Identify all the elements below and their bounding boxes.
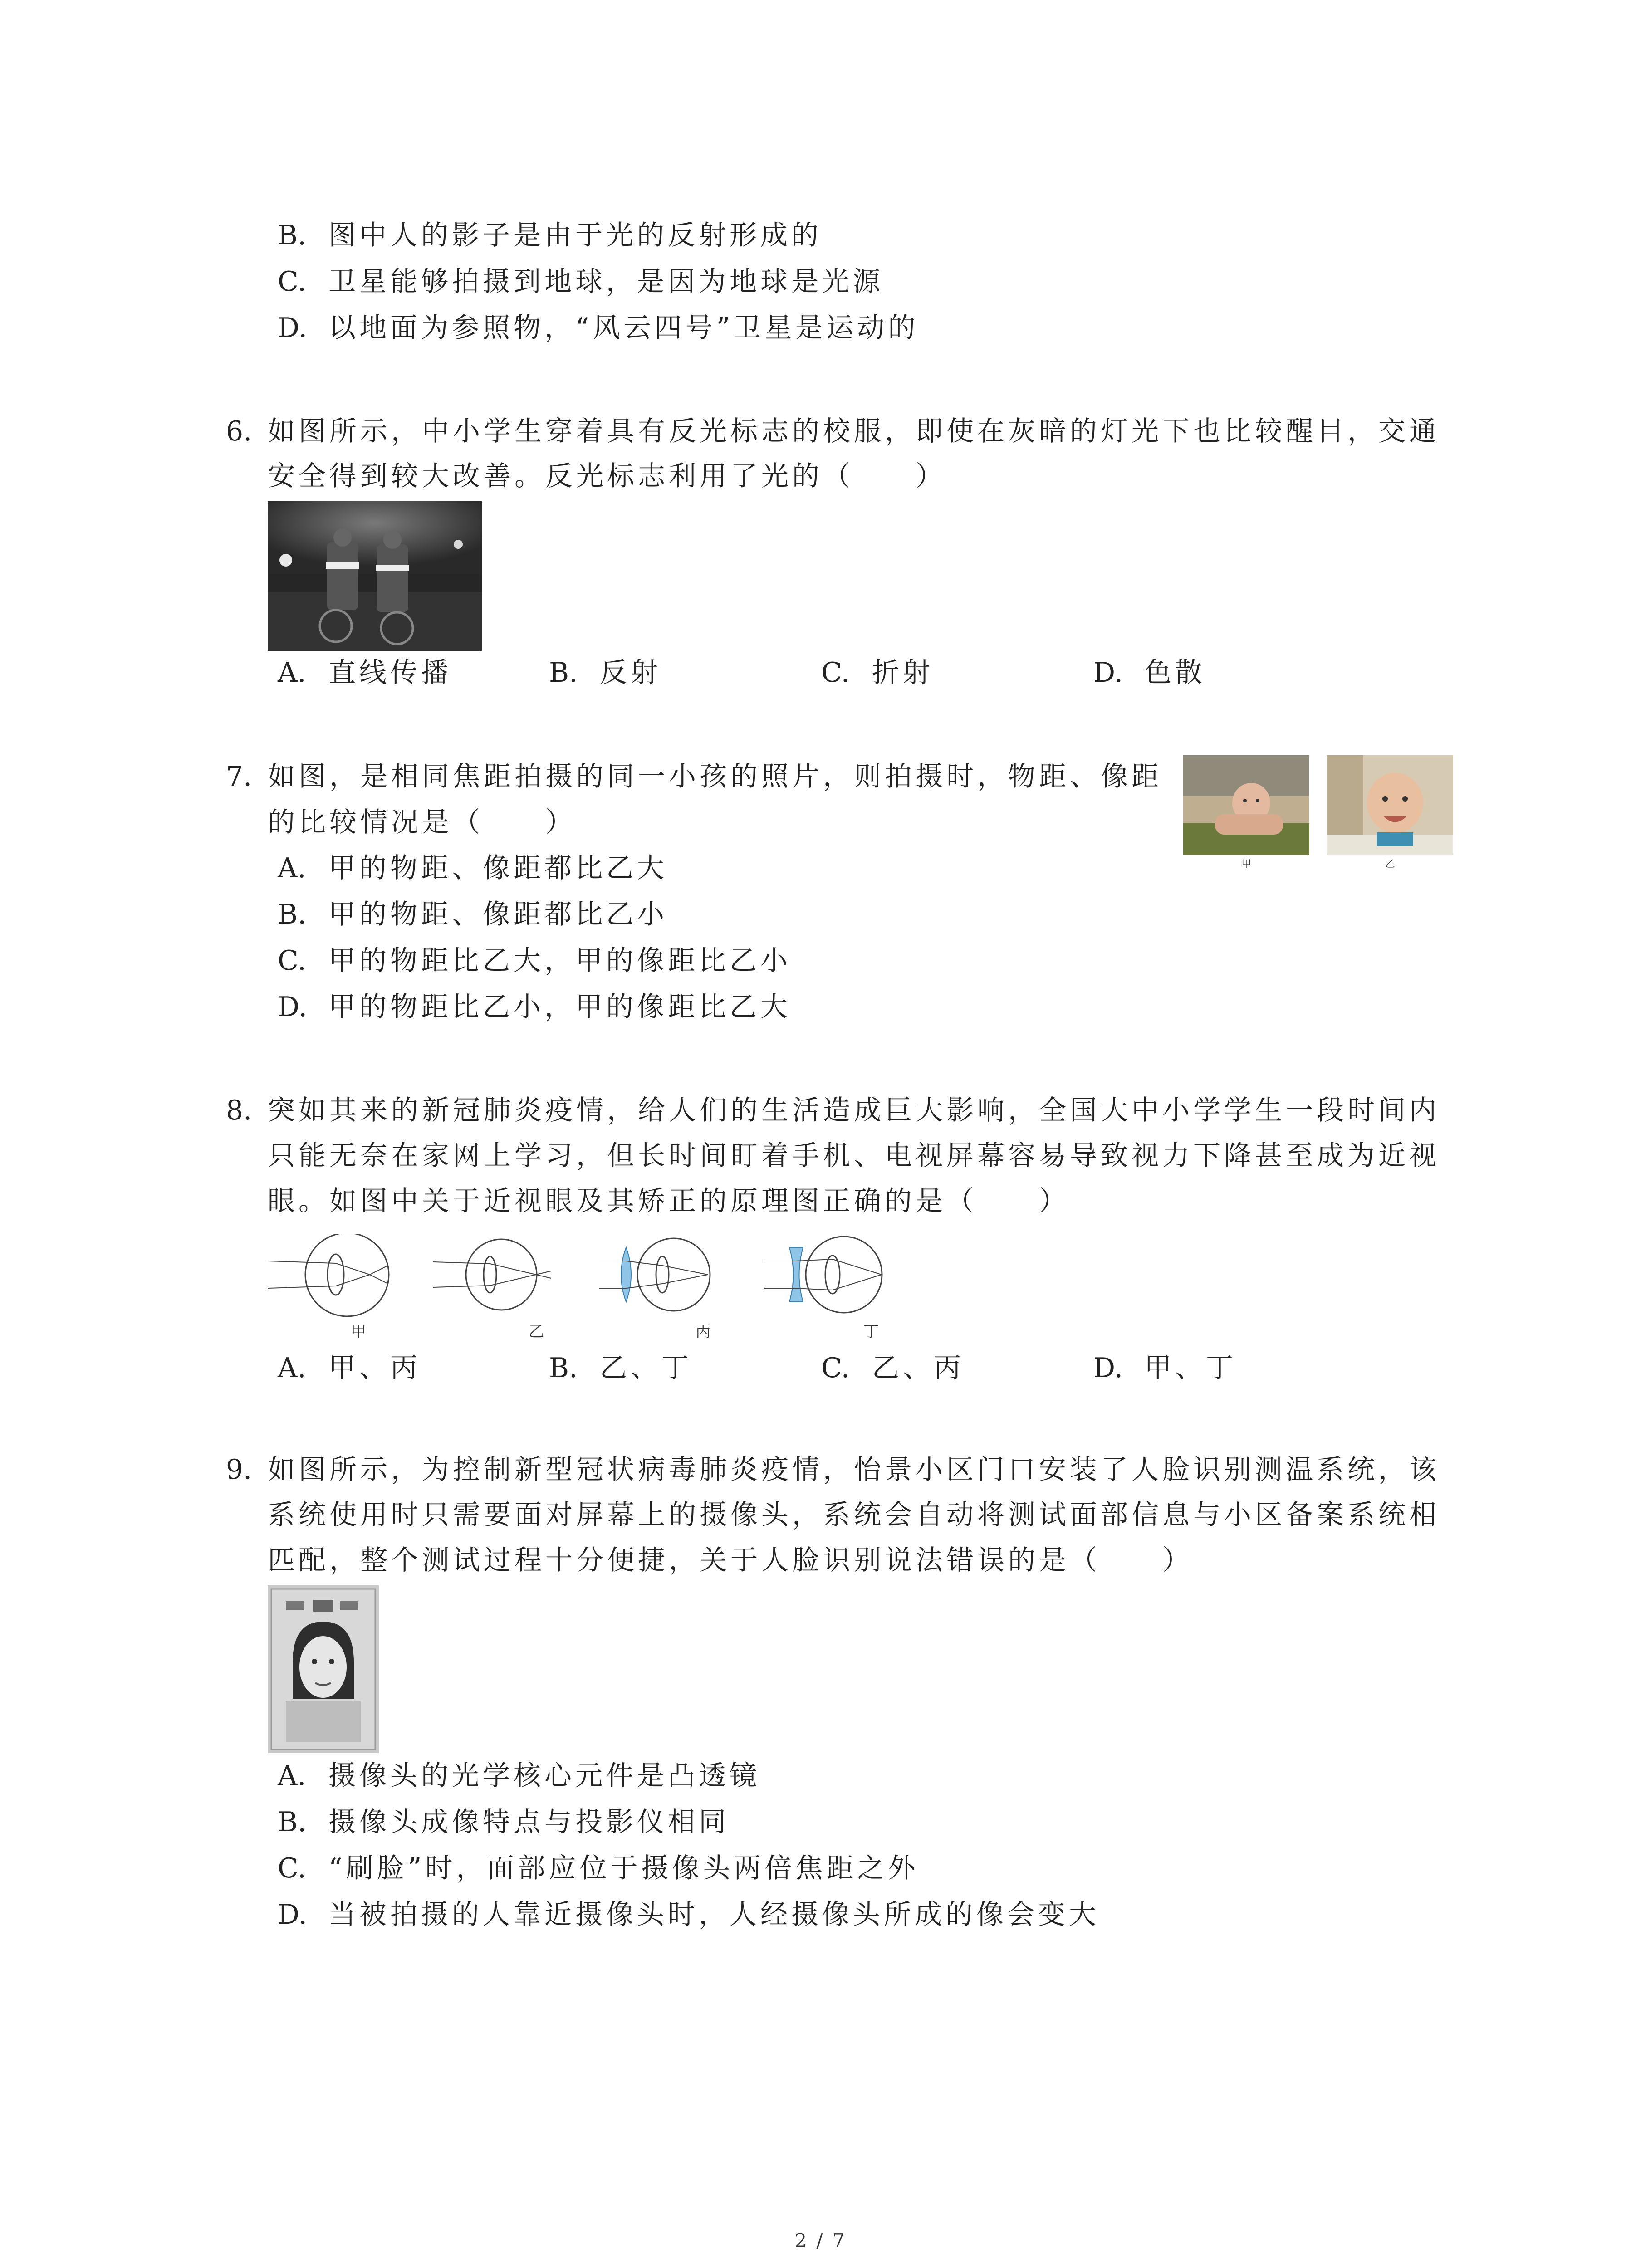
q7-stem-line2: 的比较情况是（ ） [268, 807, 576, 838]
baby-photo-yi [1327, 755, 1453, 855]
q8-caption-ding: 丁 [863, 1323, 879, 1341]
convex-lens-icon [621, 1247, 631, 1302]
q8-stem-line3: 眼。如图中关于近视眼及其矫正的原理图正确的是（ ） [268, 1185, 1070, 1217]
q6-option-b: B. 反射 [549, 657, 661, 689]
q8-stem-line2: 只能无奈在家网上学习，但长时间盯着手机、电视屏幕容易导致视力下降甚至成为近视 [268, 1140, 1440, 1172]
eye-diagram-yi [433, 1239, 551, 1310]
q7-option-d: D. 甲的物距比乙小，甲的像距比乙大 [278, 991, 791, 1023]
q7-option-a: A. 甲的物距、像距都比乙大 [278, 852, 668, 884]
q8-option-b: B. 乙、丁 [549, 1352, 692, 1384]
eye-diagram-jia [268, 1234, 389, 1316]
q7-stem-line1: 7. 如图，是相同焦距拍摄的同一小孩的照片，则拍摄时，物距、像距 [226, 761, 1162, 792]
q7-caption-jia: 甲 [1241, 859, 1251, 870]
q8-option-a: A. 甲、丙 [278, 1352, 421, 1384]
q5-option-d: D. 以地面为参照物，“风云四号”卫星是运动的 [278, 312, 919, 344]
face-recognition-photo [268, 1585, 379, 1753]
eye-diagram-ding [764, 1237, 882, 1313]
q7-caption-yi: 乙 [1385, 859, 1395, 870]
baby-photo-jia [1183, 755, 1309, 855]
q9-option-c: C. “刷脸”时，面部应位于摄像头两倍焦距之外 [278, 1853, 919, 1884]
concave-lens-icon [789, 1247, 803, 1302]
q9-option-d: D. 当被拍摄的人靠近摄像头时，人经摄像头所成的像会变大 [278, 1899, 1100, 1931]
q6-stem-line1: 6. 如图所示，中小学生穿着具有反光标志的校服，即使在灰暗的灯光下也比较醒目，交通 [226, 415, 1440, 447]
q9-stem-line1: 9. 如图所示，为控制新型冠状病毒肺炎疫情，怡景小区门口安装了人脸识别测温系统，该 [226, 1454, 1440, 1486]
q7-option-b: B. 甲的物距、像距都比乙小 [278, 899, 668, 930]
q8-caption-bing: 丙 [696, 1323, 711, 1341]
q9-option-b: B. 摄像头成像特点与投影仪相同 [278, 1806, 730, 1838]
q8-option-d: D. 甲、丁 [1093, 1352, 1237, 1384]
q6-option-d: D. 色散 [1093, 657, 1206, 689]
q7-option-c: C. 甲的物距比乙大，甲的像距比乙小 [278, 945, 791, 977]
q5-option-b: B. 图中人的影子是由于光的反射形成的 [278, 220, 822, 251]
q8-stem-line1: 8. 突如其来的新冠肺炎疫情，给人们的生活造成巨大影响，全国大中小学学生一段时间内 [226, 1095, 1440, 1126]
page-number: 2 / 7 [794, 2229, 847, 2252]
eye-diagram-bing [599, 1238, 710, 1311]
q5-option-c: C. 卫星能够拍摄到地球，是因为地球是光源 [278, 266, 884, 298]
q8-caption-yi: 乙 [529, 1323, 544, 1341]
q8-option-c: C. 乙、丙 [821, 1352, 965, 1384]
q9-option-a: A. 摄像头的光学核心元件是凸透镜 [278, 1760, 760, 1792]
reflective-uniform-photo [268, 501, 482, 651]
q6-stem-line2: 安全得到较大改善。反光标志利用了光的（ ） [268, 460, 946, 492]
q9-stem-line3: 匹配，整个测试过程十分便捷，关于人脸识别说法错误的是（ ） [268, 1545, 1193, 1576]
q6-option-c: C. 折射 [821, 657, 934, 689]
q6-option-a: A. 直线传播 [278, 657, 452, 689]
q9-stem-line2: 系统使用时只需要面对屏幕上的摄像头，系统会自动将测试面部信息与小区备案系统相 [268, 1499, 1440, 1531]
q8-caption-jia: 甲 [351, 1323, 366, 1341]
